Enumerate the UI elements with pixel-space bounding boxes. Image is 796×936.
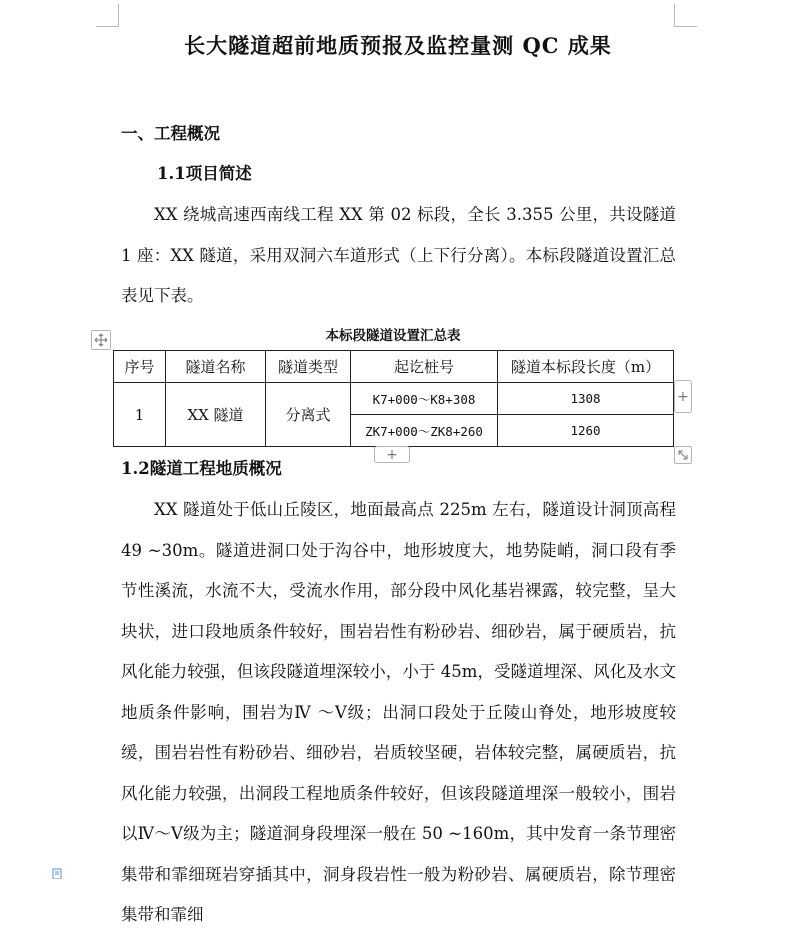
resize-diagonal-icon [677,449,689,461]
subsection-heading-geology: 1.2隧道工程地质概况 [121,459,282,478]
add-row-button[interactable] [374,446,410,463]
paragraph-geology [121,490,676,936]
table-cell-station: ZK7+000～ZK8+260 [351,415,498,447]
crop-mark-top-left [96,4,119,27]
paragraph-project-summary [121,195,676,317]
table-cell-station: K7+000～K8+308 [351,383,498,415]
document-icon [52,868,64,879]
plus-icon: + [677,388,689,405]
margin-note-icon[interactable] [52,868,64,879]
table-header-cell: 隧道本标段长度（m） [498,351,674,383]
add-column-button[interactable] [674,380,692,413]
table-resize-handle[interactable] [674,446,692,464]
table-header-cell: 隧道名称 [166,351,266,383]
document-title: 长大隧道超前地质预报及监控量测 QC 成果 [184,33,612,58]
table-header-cell: 序号 [114,351,166,383]
table-cell-length: 1308 [498,383,674,415]
crop-mark-top-right [674,4,697,27]
subsection-heading-project: 1.1项目简述 [157,164,252,183]
table-row [114,383,674,415]
table-caption: 本标段隧道设置汇总表 [325,328,461,344]
table-cell-index: 1 [114,383,166,447]
table-cell-length: 1260 [498,415,674,447]
table-header-row [114,351,674,383]
table-move-handle[interactable] [91,330,111,350]
paragraph-text: XX 绕城高速西南线工程 XX 第 02 标段，全长 3.355 公里，共设隧道 1 座：XX 隧道，采用双洞六车道形式（上下行分离）。本标段隧道设置汇总表见下表。 [121,205,676,305]
plus-icon: + [386,446,398,463]
table-cell-name: XX 隧道 [166,383,266,447]
tunnel-summary-table [113,350,674,447]
section-heading-overview: 一、工程概况 [121,124,220,143]
move-cross-icon [94,333,108,347]
paragraph-text: XX 隧道处于低山丘陵区，地面最高点 225m 左右，隧道设计洞顶高程 49 ~30m。隧道进洞口处于沟谷中，地形坡度大，地势陡峭，洞口段有季节性溪流，水流不大，受流水作用，部分段中风化基岩裸露，较完整，呈大块状，进口段地质条件较好，围岩岩性有粉砂岩、细砂岩，属于硬质岩，抗风化能力较强，但该段隧道埋深较小，小于 45m，受隧道埋深、风化及水文地质条件影响，围岩为Ⅳ ～Ⅴ级；出洞口段处于丘陵山脊处，地形坡度较缓，围岩岩性有粉砂岩、细砂岩，岩质较坚硬，岩体较完整，属硬质岩，抗风化能力较强，出洞段工程地质条件较好，但该段隧道埋深一般较小，围岩以Ⅳ～Ⅴ级为主；隧道洞身段埋深一般在 50 ~160m，其中发育一条节理密集带和霏细斑岩穿插其中，洞身段岩性一般为粉砂岩、属硬质岩，除节理密集带和霏细 [121,500,676,924]
table-header-cell: 起讫桩号 [351,351,498,383]
table-header-cell: 隧道类型 [266,351,351,383]
table-cell-type: 分离式 [266,383,351,447]
